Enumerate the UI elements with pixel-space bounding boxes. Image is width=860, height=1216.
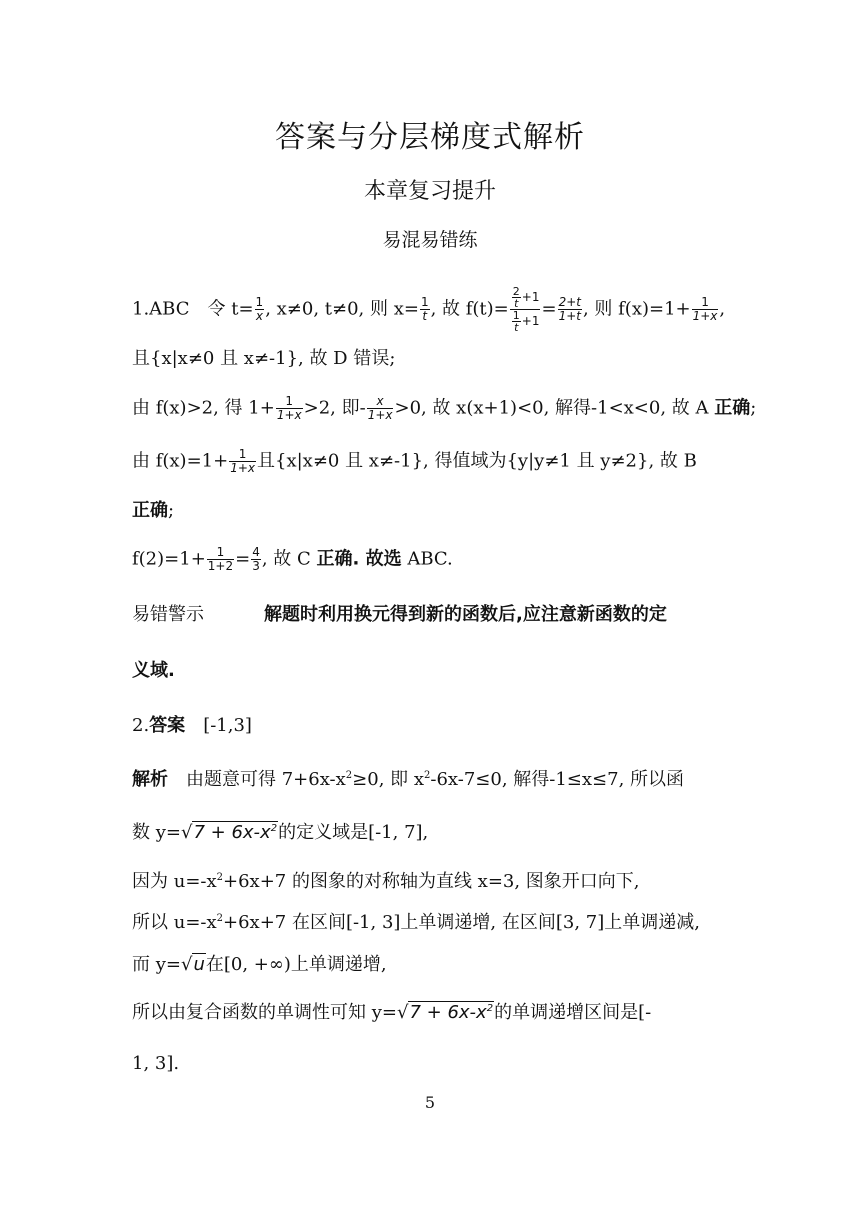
square-root: $√7 + 6x-x^2$ xyxy=(180,822,278,843)
fraction: $\frac{1}{1+x}$ xyxy=(230,447,255,475)
q2-analysis-line-3: 因为 $u=-x^2+6x+7$ 的图象的对称轴为直线 x=3, 图象开口向下, xyxy=(132,871,640,892)
q1-line-4: 由 f(x)=1+ $\frac{1}{1+x}$ 且{x|x≠0 且 x≠-1}, 得值域为{y|y≠1 且 y≠2}, 故 B xyxy=(132,447,697,475)
warning-line-2 xyxy=(132,658,175,684)
q1-line-6: f(2)=1+ $\frac{1}{1+2}$ = $\frac{4}{3}$ , 故 C 正确. 故选 ABC. xyxy=(132,545,453,573)
q1-text: , 则 f(x)=1+ xyxy=(582,298,691,320)
q1-text: , x≠0, t≠0, 则 x= xyxy=(265,298,419,320)
bold-text: 正确. 故选 xyxy=(316,548,402,570)
section-heading: 易混易错练 xyxy=(382,229,478,251)
bold-text: 正确 xyxy=(132,500,168,521)
answer-value: [-1,3] xyxy=(203,715,252,736)
q1-line-2: 且{x|x≠0 且 x≠-1}, 故 D 错误; xyxy=(132,348,396,369)
fraction: $\frac{1}{1+2}$ xyxy=(207,545,234,573)
fraction: $\frac{1}{t}$ xyxy=(512,309,520,334)
warning-line-1 xyxy=(132,602,667,628)
fraction: $\frac{2+t}{1+t}$ xyxy=(558,295,581,323)
page-number: 5 xyxy=(424,1093,436,1112)
bold-text: 正确 xyxy=(714,397,751,419)
q1-text: 1.ABC 令 t= xyxy=(132,298,254,320)
warning-text-cont: 义域. xyxy=(132,660,175,681)
square-root: √u xyxy=(180,954,205,975)
fraction: $\frac{x}{1+x}$ xyxy=(367,394,393,422)
fraction: $\frac{1}{t}$ xyxy=(420,295,429,323)
fraction: $\frac{4}{3}$ xyxy=(252,545,260,573)
q1-line-3: 由 f(x)>2, 得 1+ $\frac{1}{1+x}$ >2, 即- $\frac{x}{1+x}$ >0, 故 x(x+1)<0, 解得-1<x<0, 故 A 正确; xyxy=(132,394,757,422)
q2-analysis-line-7: 1, 3]. xyxy=(132,1053,180,1074)
compound-fraction: $\frac{2}{t}$ +1 $\frac{1}{t}$ +1 xyxy=(510,286,541,333)
q2-analysis-line-6: 所以由复合函数的单调性可知 $y=√7 + 6x-x^2$的单调递增区间是[- xyxy=(132,1002,652,1023)
answer-label: 答案 xyxy=(149,715,186,736)
q1-text: = xyxy=(541,298,557,320)
warning-text: 解题时利用换元得到新的函数后,应注意新函数的定 xyxy=(264,604,667,625)
q1-line-5: 正确; xyxy=(132,500,175,521)
chapter-heading: 本章复习提升 xyxy=(363,179,496,204)
analysis-label: 解析 xyxy=(132,769,168,790)
q1-text: , xyxy=(719,298,726,320)
fraction: $\frac{2}{t}$ xyxy=(512,285,520,310)
q2-analysis-line-2: 数 $y=√7 + 6x-x^2$的定义域是[-1, 7], xyxy=(132,822,429,843)
q1-line-1 xyxy=(132,286,725,333)
warning-label: 易错警示 xyxy=(132,604,204,625)
q2-analysis-line-4: 所以 $u=-x^2+6x+7$ 在区间[-1, 3]上单调递增, 在区间[3, 7]上单调递减, xyxy=(132,912,700,933)
fraction: $\frac{1}{1+x}$ xyxy=(276,394,302,422)
q2-analysis-line-1: 解析 由题意可得 $7+6x-x^2\ge 0$, 即 $x^2-6x-7\le 0$, 解得-1≤x≤7, 所以函 xyxy=(132,769,685,790)
document-title: 答案与分层梯度式解析 xyxy=(275,120,585,155)
fraction: $\frac{1}{1+x}$ xyxy=(692,295,718,323)
q2-analysis-line-5: 而 y=√u在[0, +∞)上单调递增, xyxy=(132,954,387,975)
square-root: $√7 + 6x-x^2$ xyxy=(396,1002,494,1023)
q2-answer-line: 2.答案 [-1,3] xyxy=(132,715,252,736)
q1-text: , 故 f(t)= xyxy=(430,298,509,320)
fraction: $\frac{1}{x}$ xyxy=(255,295,264,323)
